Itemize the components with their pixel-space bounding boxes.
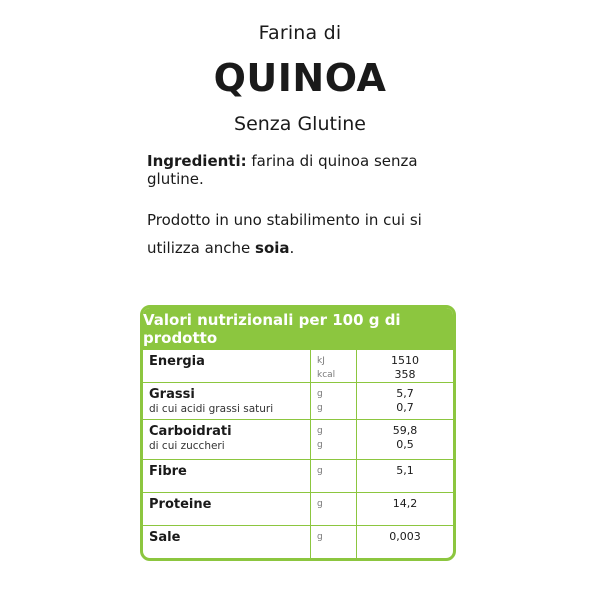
row-value: 1510 <box>391 354 419 367</box>
row-value: 5,1 <box>396 464 414 477</box>
row-value: 0,003 <box>389 530 421 543</box>
row-label: Grassi <box>149 387 195 402</box>
nutrition-table <box>140 305 456 561</box>
row-label: Proteine <box>149 497 212 512</box>
row-unit: kJ <box>317 356 325 366</box>
allergen-note-text: Prodotto in uno stabilimento in cui si utilizza anche <box>147 211 422 257</box>
nutrition-row-protein <box>143 492 453 525</box>
row-unit: g <box>317 499 323 509</box>
row-label: Energia <box>149 354 205 369</box>
ingredients-label: Ingredienti: <box>147 152 247 170</box>
row-value: 0,5 <box>396 438 414 451</box>
product-title: QUINOA <box>213 56 387 100</box>
row-label: Carboidrati <box>149 424 232 439</box>
nutrition-row-carbs <box>143 419 453 459</box>
allergen-bold: soia <box>255 239 290 257</box>
allergen-note <box>147 206 467 262</box>
row-label: Fibre <box>149 464 187 479</box>
row-value: 59,8 <box>392 424 418 437</box>
row-value: 358 <box>394 368 416 381</box>
row-unit: kcal <box>317 370 336 380</box>
product-subtitle-top: Farina di <box>258 22 342 44</box>
row-unit: g <box>317 466 323 476</box>
nutrition-row-salt <box>143 525 453 558</box>
row-value: 5,7 <box>396 387 414 400</box>
row-unit: g <box>317 389 323 399</box>
row-unit: g <box>317 426 323 436</box>
allergen-note-end: . <box>289 239 295 257</box>
row-value: 14,2 <box>392 497 418 510</box>
row-sublabel: di cui zuccheri <box>149 440 225 452</box>
row-label: Sale <box>149 530 181 545</box>
nutrition-row-energy <box>143 349 453 382</box>
ingredients-line <box>147 152 467 188</box>
nutrition-table-title: Valori nutrizionali per 100 g di prodotto <box>143 308 453 349</box>
row-sublabel: di cui acidi grassi saturi <box>149 403 274 415</box>
row-value: 0,7 <box>396 401 414 414</box>
row-unit: g <box>317 403 323 413</box>
row-unit: g <box>317 532 323 542</box>
product-tagline: Senza Glutine <box>234 113 366 135</box>
ingredients-text: farina di quinoa senza glutine. <box>147 152 418 188</box>
nutrition-row-fibre <box>143 459 453 492</box>
nutrition-row-fat <box>143 382 453 419</box>
row-unit: g <box>317 440 323 450</box>
